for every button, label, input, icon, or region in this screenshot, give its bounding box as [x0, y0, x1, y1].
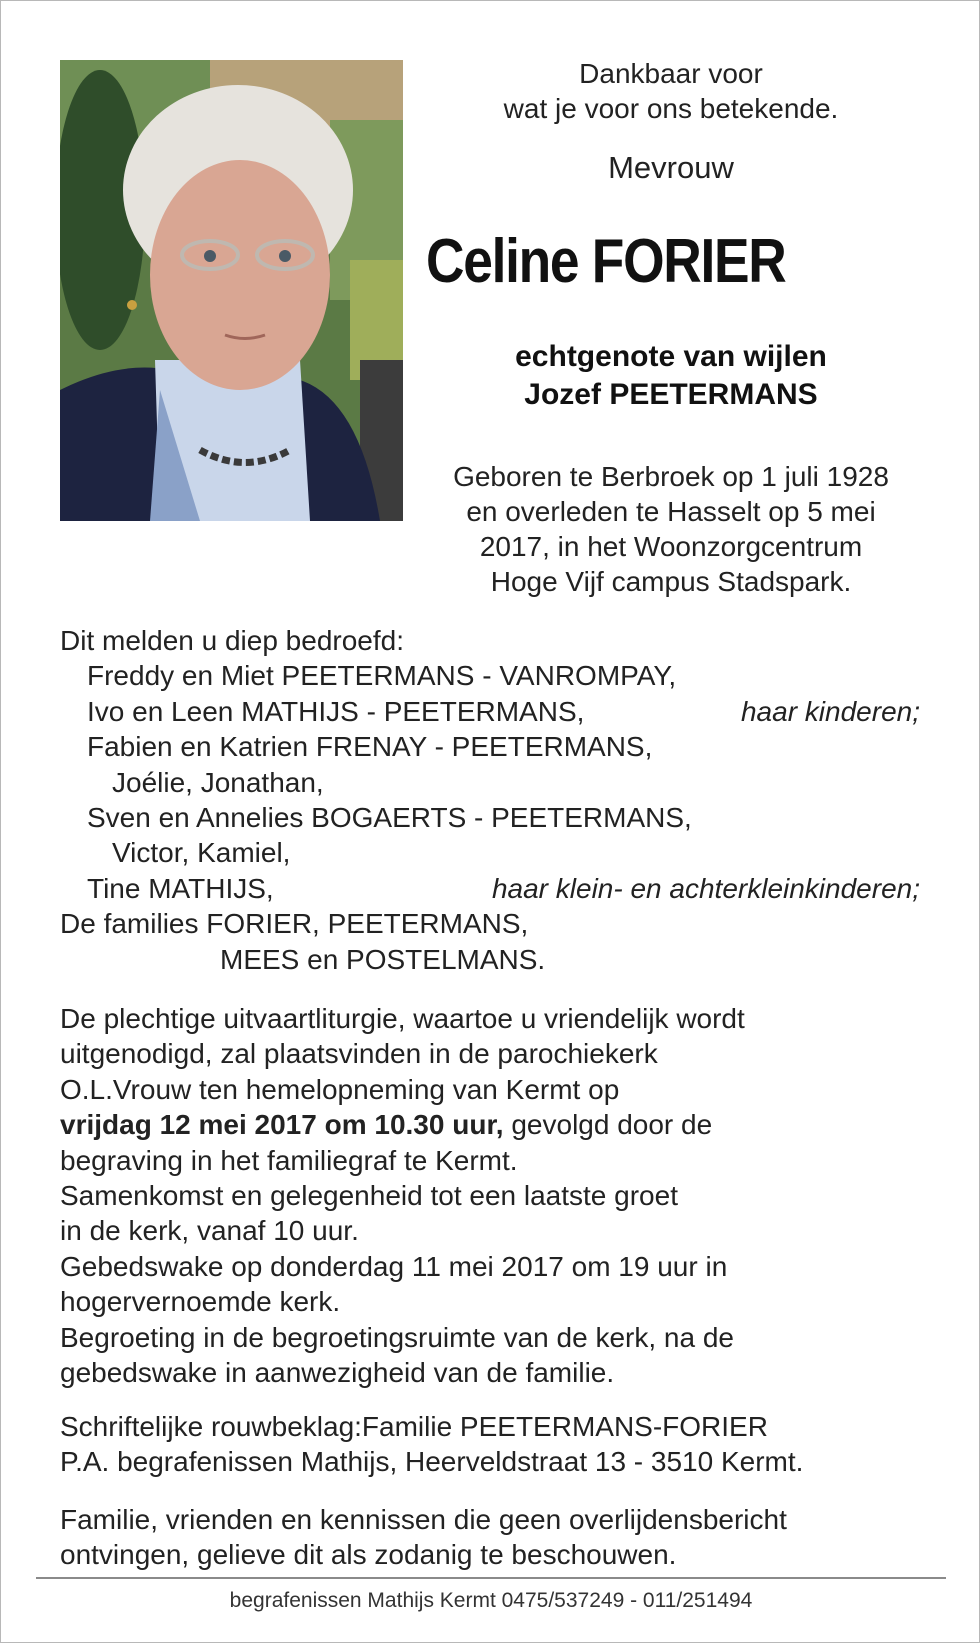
family-row — [60, 694, 920, 729]
spouse-line-2: Jozef PEETERMANS — [524, 378, 818, 411]
service-line: uitgenodigd, zal plaatsvinden in de parochiekerk — [60, 1038, 658, 1070]
role-children: haar kinderen; — [740, 695, 920, 727]
family-row-text: Ivo en Leen MATHIJS - PEETERMANS, — [87, 695, 585, 727]
honorific: Mevrouw — [608, 150, 734, 185]
family-row: De families FORIER, PEETERMANS, — [60, 908, 529, 940]
family-row: Victor, Kamiel, — [112, 837, 291, 869]
family-row: Freddy en Miet PEETERMANS - VANROMPAY, — [87, 660, 677, 692]
role-grandchildren: haar klein- en achterkleinkinderen; — [491, 872, 920, 904]
service-line: O.L.Vrouw ten hemelopneming van Kermt op — [60, 1073, 620, 1105]
notice-line: ontvingen, gelieve dit als zodanig te beschouwen. — [60, 1539, 677, 1571]
service-info — [60, 1001, 920, 1390]
deceased-name: Celine FORIER — [426, 227, 786, 296]
service-datetime: vrijdag 12 mei 2017 om 10.30 uur, — [60, 1109, 504, 1141]
family-intro: Dit melden u diep bedroefd: — [60, 625, 404, 656]
birth-line-3: 2017, in het Woonzorgcentrum — [479, 531, 863, 562]
service-line: Samenkomst en gelegenheid tot een laatste groet — [60, 1180, 678, 1212]
service-line — [60, 1107, 920, 1142]
funeral-home-footer: begrafenissen Mathijs Kermt 0475/537249 - 011/251494 — [229, 1589, 753, 1612]
service-line: De plechtige uitvaartliturgie, waartoe u vriendelijk wordt — [60, 1003, 745, 1034]
service-line: Gebedswake op donderdag 11 mei 2017 om 19 uur in — [60, 1250, 728, 1282]
portrait-photo — [60, 60, 403, 521]
condolences-line: Schriftelijke rouwbeklag:Familie PEETERMANS-FORIER — [60, 1411, 768, 1442]
family-row — [60, 871, 920, 906]
thanks-line-2: wat je voor ons betekende. — [503, 93, 839, 124]
family-row: MEES en POSTELMANS. — [220, 943, 546, 975]
divider — [36, 1577, 946, 1579]
birth-line-4: Hoge Vijf campus Stadspark. — [490, 566, 852, 597]
service-line: in de kerk, vanaf 10 uur. — [60, 1215, 359, 1247]
thanks-line-1: Dankbaar voor — [579, 58, 763, 89]
family-row: Joélie, Jonathan, — [112, 766, 324, 798]
thanks-text — [421, 56, 921, 126]
birth-line-1: Geboren te Berbroek op 1 juli 1928 — [453, 461, 889, 492]
spouse-text — [421, 338, 921, 414]
closing-notice — [60, 1502, 920, 1573]
family-row-text: Tine MATHIJS, — [87, 872, 274, 904]
service-line: gebedswake in aanwezigheid van de familie. — [60, 1357, 615, 1389]
family-row: Fabien en Katrien FRENAY - PEETERMANS, — [87, 731, 653, 763]
family-row: Sven en Annelies BOGAERTS - PEETERMANS, — [87, 801, 692, 833]
notice-line: Familie, vrienden en kennissen die geen overlijdensbericht — [60, 1504, 787, 1535]
service-line: begraving in het familiegraf te Kermt. — [60, 1144, 518, 1176]
family-list — [60, 623, 920, 977]
condolences-info — [60, 1409, 920, 1480]
condolences-line: P.A. begrafenissen Mathijs, Heerveldstraat 13 - 3510 Kermt. — [60, 1446, 804, 1478]
birth-line-2: en overleden te Hasselt op 5 mei — [466, 496, 876, 527]
service-line-rest: gevolgd door de — [503, 1109, 713, 1141]
service-line: Begroeting in de begroetingsruimte van de kerk, na de — [60, 1321, 734, 1353]
spouse-line-1: echtgenote van wijlen — [515, 340, 827, 373]
birth-death-text — [421, 459, 921, 599]
service-line: hogervernoemde kerk. — [60, 1286, 341, 1318]
